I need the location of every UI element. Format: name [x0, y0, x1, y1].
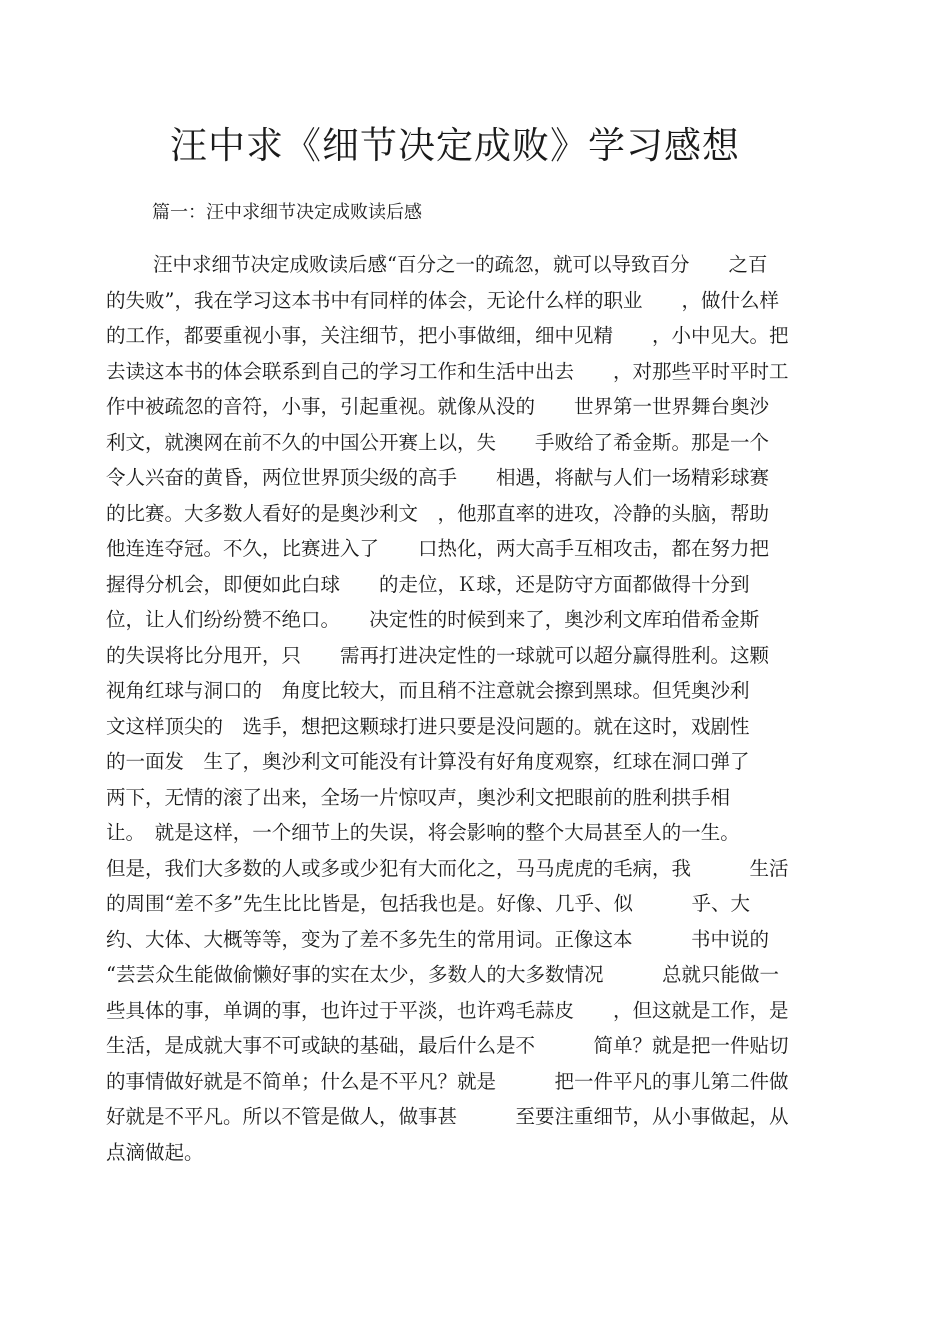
body-line: 两下，无情的滚了出来，全场一片惊叹声，奥沙利文把眼前的胜利拱手相 [106, 785, 731, 809]
body-line: 好就是不平凡。所以不管是做人，做事甚 至要注重细节，从小事做起，从 [106, 1105, 789, 1128]
body-line: 汪中求细节决定成败读后感“百分之一的疏忽，就可以导致百分 之百 [153, 253, 768, 276]
body-line: 约、大体、大概等等，变为了差不多先生的常用词。正像这本 书中说的 [106, 927, 770, 951]
body-line: 的一面发 生了，奥沙利文可能没有计算没有好角度观察，红球在洞口弹了 [106, 750, 750, 773]
body-line: 的比赛。大多数人看好的是奥沙利文 ，他那直率的进攻，冷静的头脑，帮助 [106, 501, 770, 525]
body-line: 他连连夺冠。不久，比赛进入了 口热化，两大高手互相攻击，都在努力把 [106, 537, 770, 560]
body-line: 令人兴奋的黄昏，两位世界顶尖级的高手 相遇，将献与人们一场精彩球赛 [106, 466, 770, 489]
body-line: 的工作，都要重视小事，关注细节，把小事做细，细中见精 ，小中见大。把 [106, 324, 789, 347]
body-line: 作中被疏忽的音符，小事，引起重视。就像从没的 世界第一世界舞台奥沙 [106, 395, 770, 418]
body-line: 的失败”，我在学习这本书中有同样的体会，无论什么样的职业 ，做什么样 [106, 288, 779, 312]
document-title: 汪中求《细节决定成败》学习感想 [170, 124, 740, 167]
body-line: 让。 就是这样，一个细节上的失误，将会影响的整个大局甚至人的一生。 [106, 821, 740, 844]
body-line: “芸芸众生能做偷懒好事的实在太少，多数人的大多数情况 总就只能做一 [106, 963, 779, 986]
section-subheading: 篇一：汪中求细节决定成败读后感 [152, 202, 422, 223]
body-line: 位，让人们纷纷赞不绝口。 决定性的时候到来了，奥沙利文库珀借希金斯 [106, 608, 760, 631]
body-line: 生活，是成就大事不可或缺的基础，最后什么是不 简单？就是把一件贴切 [106, 1034, 789, 1057]
body-line: 视角红球与洞口的 角度比较大，而且稍不注意就会擦到黑球。但凭奥沙利 [106, 679, 750, 702]
body-line: 些具体的事，单调的事，也许过于平淡，也许鸡毛蒜皮 ，但这就是工作，是 [106, 998, 789, 1022]
body-line: 利文，就澳网在前不久的中国公开赛上以，失 手败给了希金斯。那是一个 [106, 430, 770, 454]
body-line: 握得分机会，即便如此白球 的走位，Ｋ球，还是防守方面都做得十分到 [106, 572, 750, 596]
body-line: 文这样顶尖的 选手，想把这颗球打进只要是没问题的。就在这时，戏剧性 [106, 714, 750, 738]
body-line: 但是，我们大多数的人或多或少犯有大而化之，马马虎虎的毛病，我 生活 [106, 856, 789, 880]
body-line: 点滴做起。 [106, 1140, 204, 1164]
body-line: 的失误将比分甩开，只 需再打进决定性的一球就可以超分赢得胜利。这颗 [106, 643, 770, 667]
body-line: 去读这本书的体会联系到自己的学习工作和生活中出去 ，对那些平时平时工 [106, 359, 789, 383]
body-line: 的周围“差不多”先生比比皆是，包括我也是。好像、几乎、似 乎、大 [106, 892, 750, 915]
body-line: 的事情做好就是不简单；什么是不平凡？就是 把一件平凡的事儿第二件做 [106, 1069, 789, 1093]
